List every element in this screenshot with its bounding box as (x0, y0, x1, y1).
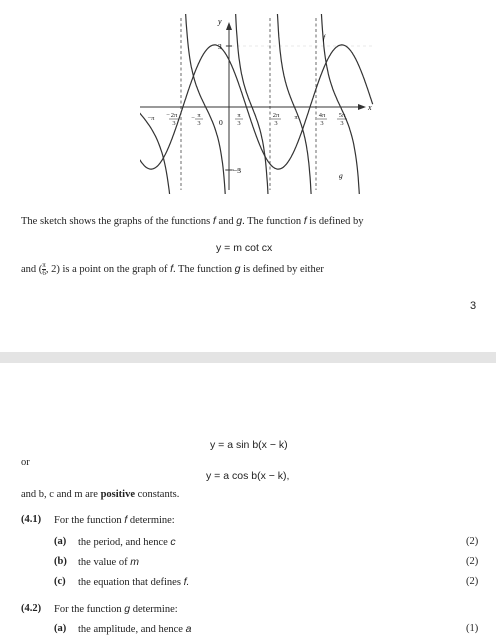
equation-g-cos: y = a cos b(x − k), (206, 470, 290, 482)
page-number: 3 (470, 300, 477, 312)
x-axis-label: x (368, 103, 372, 112)
q41a-text: the period, and hence c (78, 536, 176, 548)
x-tick-neg-pi: −π (147, 115, 155, 122)
y-tick-3: 3 (218, 42, 222, 51)
x-tick-pi: π (294, 114, 298, 121)
x-tick-pi-3-den: 3 (237, 120, 241, 127)
page-separator (0, 352, 496, 363)
question-4-1-number: (4.1) (21, 514, 42, 525)
q42a-label: (a) (54, 623, 67, 634)
x-tick-4pi-3-num: 4π (318, 112, 326, 119)
x-tick-2pi-3-num: 2π (272, 112, 280, 119)
svg-text:−: − (166, 112, 170, 119)
q41a-label: (a) (54, 536, 67, 547)
q42a-marks: (1) (466, 623, 479, 634)
x-tick-neg-pi-3-num: π (197, 112, 201, 119)
q41c-text: the equation that defines f. (78, 576, 190, 588)
y-axis-arrow (226, 22, 232, 30)
constants-text: and b, c and m are positive constants. (21, 489, 180, 500)
function-graph (0, 0, 496, 200)
y-axis-label: y (218, 17, 222, 26)
y-tick-neg3: −3 (233, 166, 241, 175)
asymptote-lines (181, 18, 316, 190)
f-label: f (323, 33, 326, 42)
q41b-label: (b) (54, 556, 67, 567)
x-tick-neg-2pi-3-num: 2π (170, 112, 178, 119)
x-tick-4pi-3-den: 3 (320, 120, 324, 127)
equation-f: y = m cot cx (216, 242, 273, 254)
x-axis-arrow (358, 104, 366, 110)
svg-text:−: − (191, 115, 195, 122)
question-4-2-number: (4.2) (21, 603, 42, 614)
q41b-marks: (2) (466, 556, 479, 567)
x-tick-neg-2pi-3-den: 3 (172, 120, 176, 127)
x-tick-2pi-3-den: 3 (274, 120, 278, 127)
intro-text: The sketch shows the graphs of the functions f and g. The function f is defined by (21, 215, 364, 227)
q41b-text: the value of m (78, 556, 139, 568)
q41a-marks: (2) (466, 536, 479, 547)
x-tick-neg-pi-3-den: 3 (197, 120, 201, 127)
x-tick-5pi-3-den: 3 (340, 120, 344, 127)
q42a-text: the amplitude, and hence a (78, 623, 192, 635)
question-4-1-text: For the function f determine: (54, 514, 175, 526)
x-tick-pi-3-num: π (237, 112, 241, 119)
or-text: or (21, 457, 30, 468)
point-text: and ( $\frac{\pi}{6}$ , 2) is a point on the graph of f. The function g is defined by either (21, 261, 324, 277)
q41c-label: (c) (54, 576, 66, 587)
page-2 (0, 363, 496, 640)
x-tick-5pi-3-num: 5π (338, 112, 346, 119)
q41c-marks: (2) (466, 576, 479, 587)
question-4-2-text: For the function g determine: (54, 603, 178, 615)
equation-g-sin: y = a sin b(x − k) (210, 439, 288, 451)
origin-label: 0 (219, 118, 223, 127)
g-label: g (339, 171, 343, 180)
